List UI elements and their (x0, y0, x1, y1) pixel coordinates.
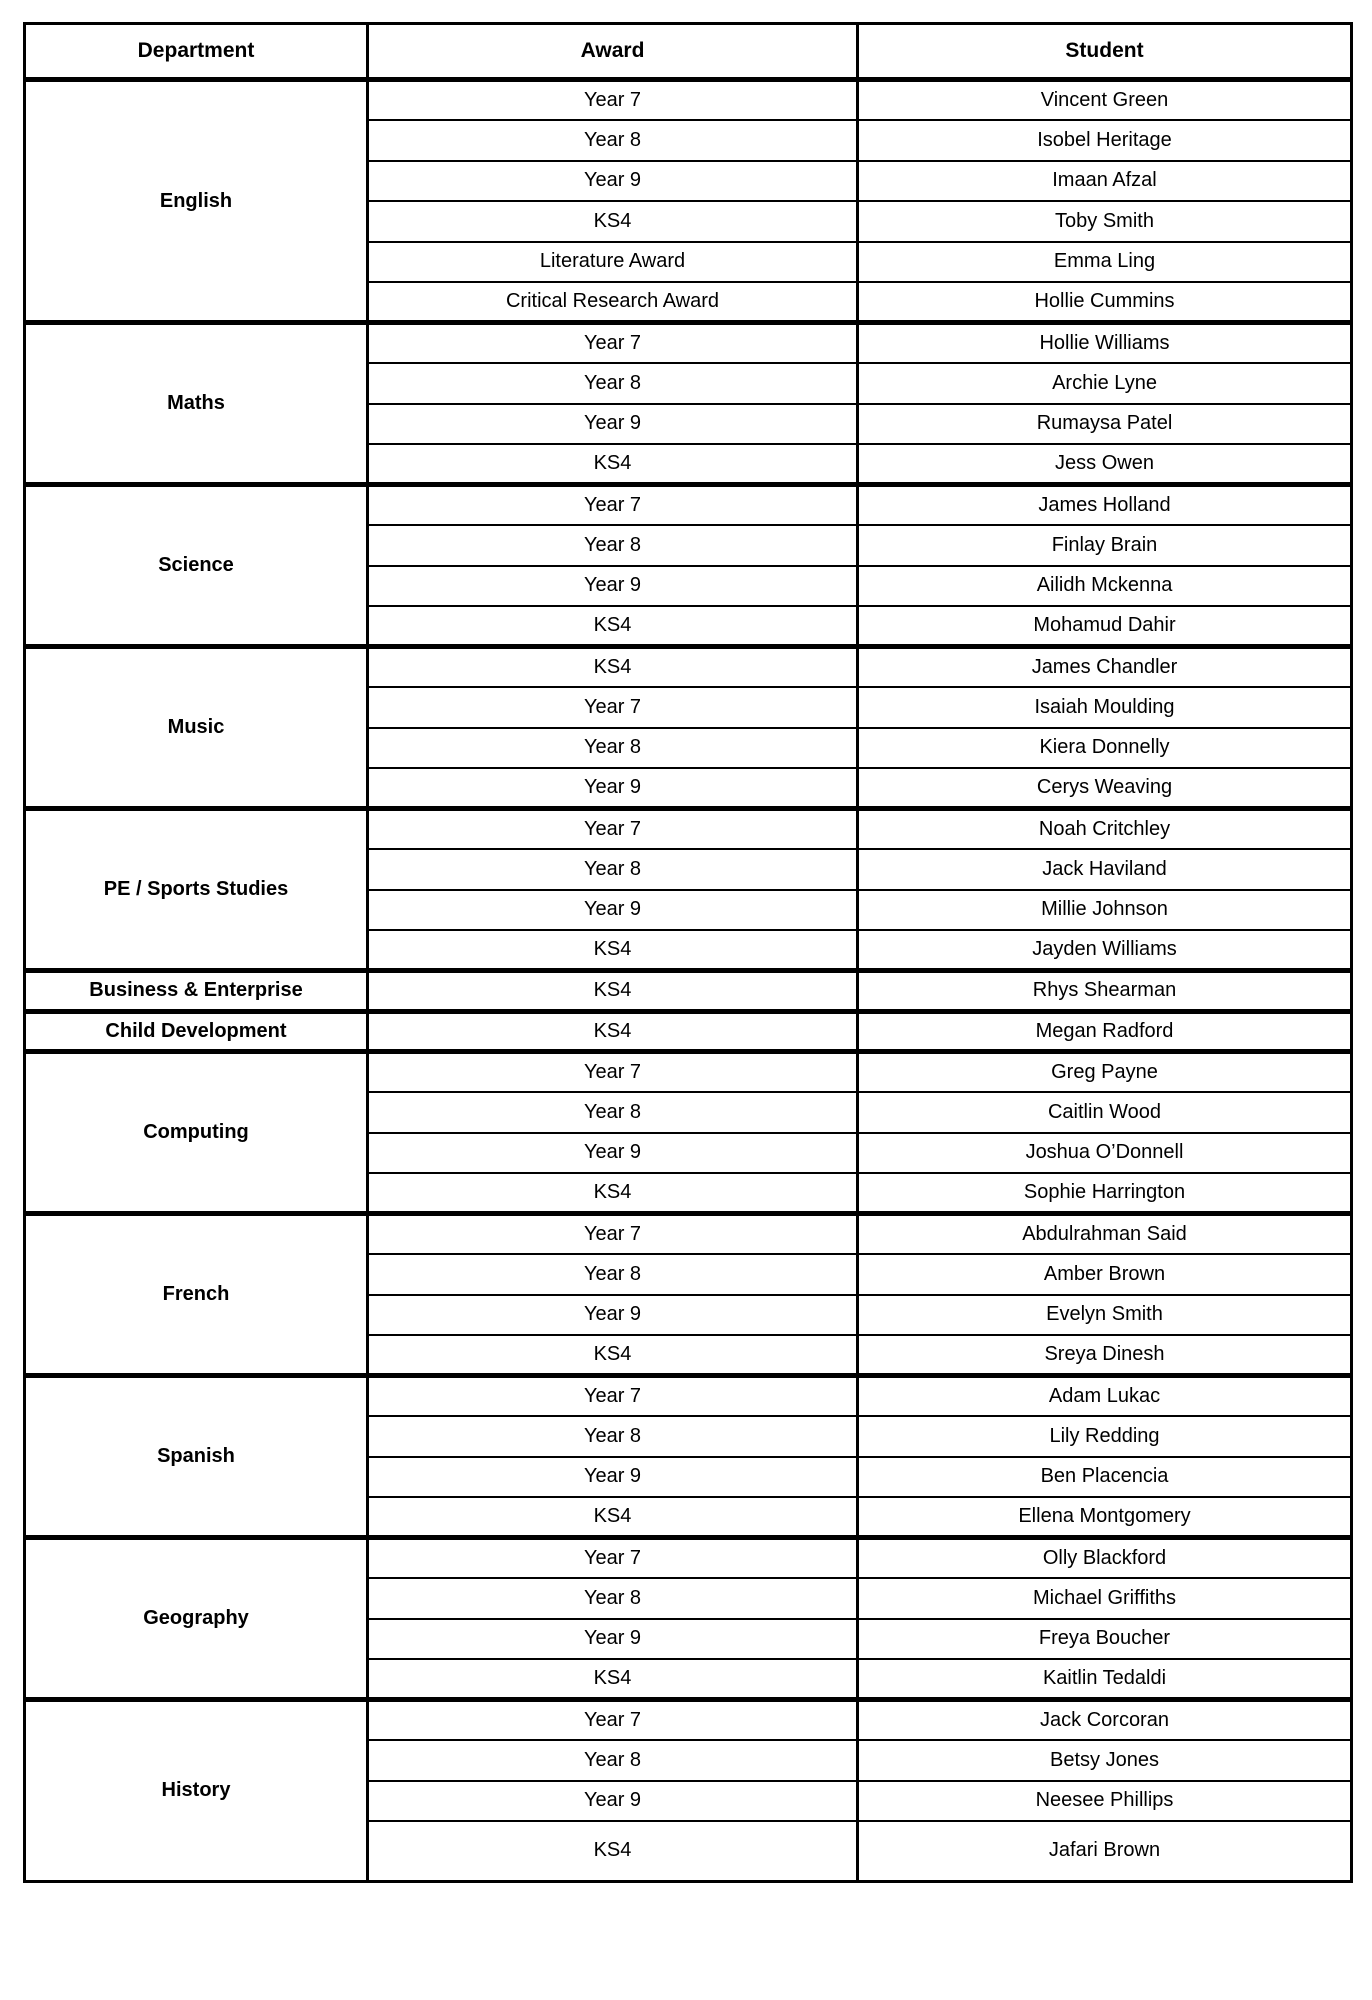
student-cell: Amber Brown (858, 1254, 1352, 1295)
department-cell: Spanish (25, 1376, 368, 1538)
student-cell: Greg Payne (858, 1052, 1352, 1093)
award-cell: Year 9 (368, 404, 858, 445)
department-cell: Maths (25, 323, 368, 485)
award-cell: KS4 (368, 201, 858, 242)
header-row (25, 24, 1352, 80)
student-cell: Rhys Shearman (858, 971, 1352, 1012)
award-cell: KS4 (368, 647, 858, 688)
award-row (25, 1214, 1352, 1255)
department-cell: Computing (25, 1052, 368, 1214)
column-header-department: Department (25, 24, 368, 80)
student-cell: Cerys Weaving (858, 768, 1352, 809)
award-cell: KS4 (368, 1173, 858, 1214)
award-cell: Year 7 (368, 687, 858, 728)
award-cell: KS4 (368, 1821, 858, 1881)
award-row (25, 971, 1352, 1012)
student-cell: Hollie Williams (858, 323, 1352, 364)
student-cell: Ailidh Mckenna (858, 566, 1352, 607)
award-row (25, 1376, 1352, 1417)
department-cell: Child Development (25, 1011, 368, 1052)
student-cell: Emma Ling (858, 242, 1352, 283)
award-cell: Year 7 (368, 809, 858, 850)
column-header-student: Student (858, 24, 1352, 80)
student-cell: Noah Critchley (858, 809, 1352, 850)
student-cell: Toby Smith (858, 201, 1352, 242)
award-cell: Year 9 (368, 768, 858, 809)
award-cell: KS4 (368, 1659, 858, 1700)
student-cell: Caitlin Wood (858, 1092, 1352, 1133)
award-cell: Year 9 (368, 566, 858, 607)
department-cell: Geography (25, 1538, 368, 1700)
award-row (25, 323, 1352, 364)
award-cell: Year 9 (368, 1295, 858, 1336)
award-cell: Year 7 (368, 1538, 858, 1579)
award-row (25, 485, 1352, 526)
student-cell: Sreya Dinesh (858, 1335, 1352, 1376)
award-cell: Year 8 (368, 1254, 858, 1295)
student-cell: Imaan Afzal (858, 161, 1352, 202)
student-cell: Jess Owen (858, 444, 1352, 485)
award-cell: Year 7 (368, 1700, 858, 1741)
award-cell: Year 7 (368, 485, 858, 526)
award-cell: Year 7 (368, 80, 858, 121)
award-row (25, 809, 1352, 850)
award-row (25, 1052, 1352, 1093)
department-cell: Science (25, 485, 368, 647)
award-cell: KS4 (368, 606, 858, 647)
student-cell: Lily Redding (858, 1416, 1352, 1457)
department-cell: English (25, 80, 368, 323)
department-cell: French (25, 1214, 368, 1376)
award-cell: Year 8 (368, 1092, 858, 1133)
award-cell: Literature Award (368, 242, 858, 283)
student-cell: Evelyn Smith (858, 1295, 1352, 1336)
award-row (25, 1011, 1352, 1052)
award-cell: KS4 (368, 1011, 858, 1052)
student-cell: Isaiah Moulding (858, 687, 1352, 728)
student-cell: Ellena Montgomery (858, 1497, 1352, 1538)
award-row (25, 1538, 1352, 1579)
award-cell: Year 9 (368, 1781, 858, 1822)
award-cell: Year 9 (368, 1457, 858, 1498)
award-cell: Year 8 (368, 120, 858, 161)
student-cell: Michael Griffiths (858, 1578, 1352, 1619)
award-cell: Year 8 (368, 1740, 858, 1781)
student-cell: Kaitlin Tedaldi (858, 1659, 1352, 1700)
student-cell: Mohamud Dahir (858, 606, 1352, 647)
student-cell: Abdulrahman Said (858, 1214, 1352, 1255)
award-cell: KS4 (368, 971, 858, 1012)
student-cell: Betsy Jones (858, 1740, 1352, 1781)
student-cell: Adam Lukac (858, 1376, 1352, 1417)
award-cell: Year 7 (368, 1376, 858, 1417)
student-cell: Hollie Cummins (858, 282, 1352, 323)
award-cell: Year 8 (368, 728, 858, 769)
student-cell: Millie Johnson (858, 890, 1352, 931)
award-cell: Year 9 (368, 1133, 858, 1174)
column-header-award: Award (368, 24, 858, 80)
award-cell: Year 8 (368, 525, 858, 566)
award-cell: KS4 (368, 1335, 858, 1376)
award-cell: Year 8 (368, 849, 858, 890)
student-cell: James Chandler (858, 647, 1352, 688)
award-cell: Year 7 (368, 1214, 858, 1255)
award-cell: KS4 (368, 1497, 858, 1538)
department-cell: PE / Sports Studies (25, 809, 368, 971)
student-cell: Jack Haviland (858, 849, 1352, 890)
award-row (25, 80, 1352, 121)
student-cell: Megan Radford (858, 1011, 1352, 1052)
student-cell: Olly Blackford (858, 1538, 1352, 1579)
award-cell: Year 8 (368, 1578, 858, 1619)
award-cell: Year 9 (368, 1619, 858, 1660)
award-cell: KS4 (368, 444, 858, 485)
student-cell: Joshua O’Donnell (858, 1133, 1352, 1174)
student-cell: Jack Corcoran (858, 1700, 1352, 1741)
award-cell: Critical Research Award (368, 282, 858, 323)
student-cell: Jayden Williams (858, 930, 1352, 971)
award-row (25, 1700, 1352, 1741)
award-cell: KS4 (368, 930, 858, 971)
student-cell: Kiera Donnelly (858, 728, 1352, 769)
student-cell: Isobel Heritage (858, 120, 1352, 161)
award-row (25, 647, 1352, 688)
department-cell: Business & Enterprise (25, 971, 368, 1012)
award-cell: Year 7 (368, 1052, 858, 1093)
department-cell: History (25, 1700, 368, 1882)
award-cell: Year 7 (368, 323, 858, 364)
student-cell: Vincent Green (858, 80, 1352, 121)
student-cell: James Holland (858, 485, 1352, 526)
award-cell: Year 8 (368, 363, 858, 404)
student-cell: Neesee Phillips (858, 1781, 1352, 1822)
student-cell: Finlay Brain (858, 525, 1352, 566)
student-cell: Archie Lyne (858, 363, 1352, 404)
student-cell: Jafari Brown (858, 1821, 1352, 1881)
award-cell: Year 8 (368, 1416, 858, 1457)
awards-table (23, 22, 1353, 1883)
student-cell: Ben Placencia (858, 1457, 1352, 1498)
student-cell: Rumaysa Patel (858, 404, 1352, 445)
department-cell: Music (25, 647, 368, 809)
award-cell: Year 9 (368, 161, 858, 202)
student-cell: Freya Boucher (858, 1619, 1352, 1660)
award-cell: Year 9 (368, 890, 858, 931)
student-cell: Sophie Harrington (858, 1173, 1352, 1214)
awards-table-body (25, 80, 1352, 1882)
